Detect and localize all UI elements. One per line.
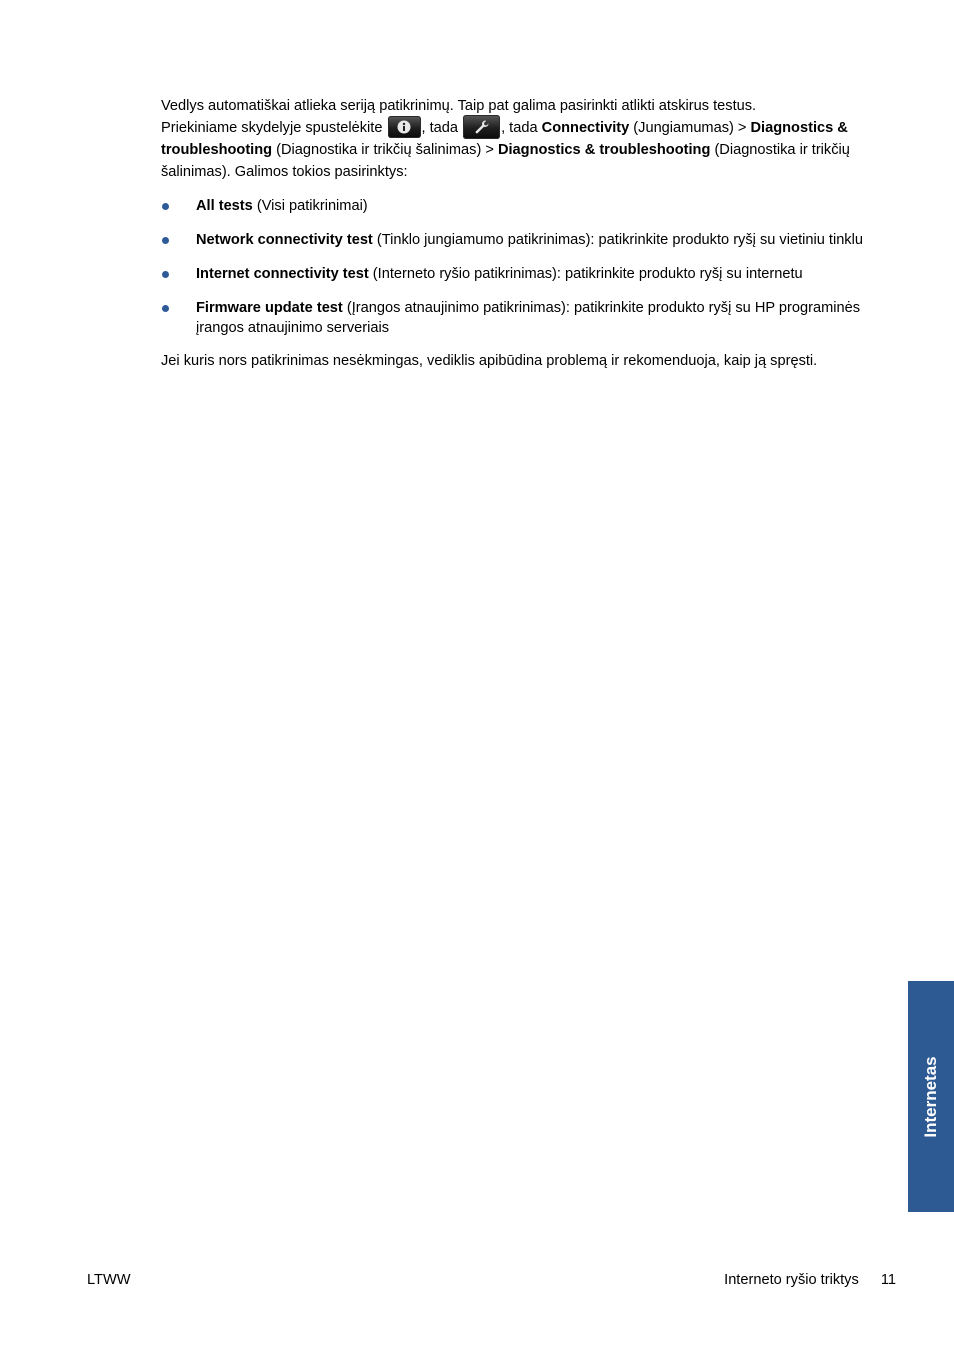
diagnostics-note-2: (Diagnostika ir trikčių šalinimas). Galimos tokios pasirinktys:	[161, 142, 850, 180]
option-title: Internet connectivity test	[196, 266, 369, 282]
tada-text-1: , tada	[421, 120, 459, 136]
jungiamumas-note: (Jungiamumas) >	[633, 120, 747, 136]
option-title: All tests	[196, 198, 253, 214]
bullet-icon	[162, 237, 169, 244]
test-options-list	[161, 196, 886, 338]
main-content	[161, 95, 886, 384]
footer-locale-code: LTWW	[87, 1272, 131, 1288]
intro-line-2-pre: Priekiniame skydelyje spustelėkite	[161, 120, 383, 136]
option-desc: (Įrangos atnaujinimo patikrinimas): patikrinkite produkto ryšį su HP programinės įrangos atnaujinimo serveriais	[196, 300, 861, 336]
bullet-icon	[162, 203, 169, 210]
footer-section-title: Interneto ryšio triktys	[724, 1272, 859, 1288]
option-desc: (Interneto ryšio patikrinimas): patikrinkite produkto ryšį su internetu	[372, 266, 803, 282]
option-title: Firmware update test	[196, 300, 343, 316]
intro-paragraph	[161, 95, 886, 183]
option-desc: (Tinklo jungiamumo patikrinimas): patikrinkite produkto ryšį su vietiniu tinklu	[376, 232, 863, 248]
diagnostics-note-1: (Diagnostika ir trikčių šalinimas) >	[276, 142, 494, 158]
connectivity-label: Connectivity	[541, 120, 630, 136]
list-item	[161, 264, 886, 284]
diagnostics-label-2: Diagnostics & troubleshooting	[497, 142, 711, 158]
info-button-icon	[388, 116, 421, 138]
option-desc: (Visi patikrinimai)	[256, 198, 368, 214]
bullet-icon	[162, 305, 169, 312]
closing-paragraph: Jei kuris nors patikrinimas nesėkmingas, vediklis apibūdina problemą ir rekomenduoja, kaip ją spręsti.	[161, 353, 818, 369]
option-title: Network connectivity test	[196, 232, 373, 248]
wrench-button-icon	[463, 115, 500, 139]
chapter-tab-label: Internetas	[921, 1055, 940, 1138]
list-item	[161, 230, 886, 250]
page-number: 11	[880, 1272, 896, 1288]
list-item	[161, 196, 886, 216]
list-item	[161, 298, 886, 338]
chapter-side-tab	[908, 981, 954, 1212]
tada-text-2: , tada	[501, 120, 538, 136]
footer-section	[724, 1272, 896, 1288]
intro-line-1: Vedlys automatiškai atlieka seriją patikrinimų. Taip pat galima pasirinkti atlikti atskirus testus.	[161, 98, 757, 114]
bullet-icon	[162, 271, 169, 278]
diagnostics-label-1: Diagnostics & troubleshooting	[161, 120, 848, 158]
